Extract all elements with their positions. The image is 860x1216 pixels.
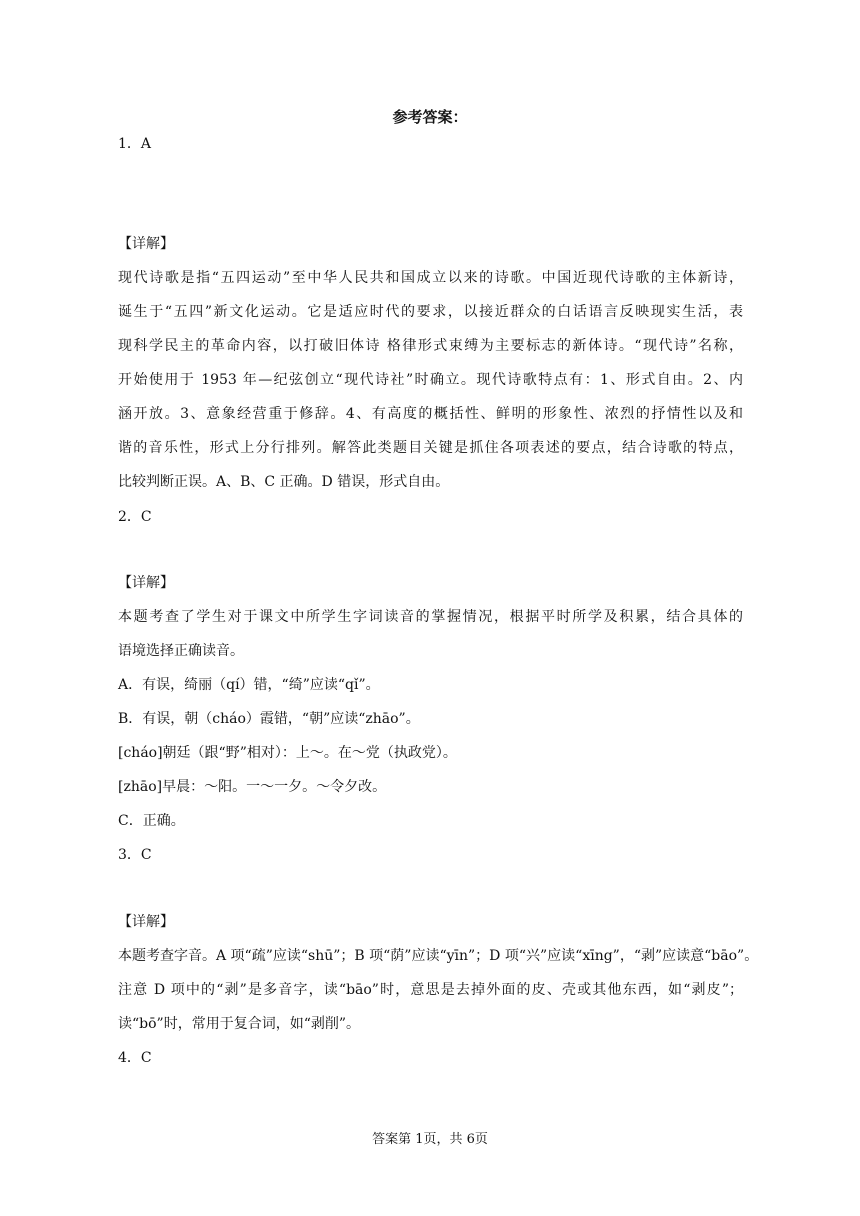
q1-line-3: 现科学民主的革命内容，以打破旧体诗 格律形式束缚为主要标志的新体诗。“现代诗”名称， <box>118 338 743 354</box>
q3-line-2: 注意 D 项中的“剥”是多音字，读“bāo”时，意思是去掉外面的皮、壳或其他东西，如“剥皮”； <box>118 982 743 998</box>
answer-2: 2．C <box>118 509 152 525</box>
q1-line-1: 现代诗歌是指“五四运动”至中华人民共和国成立以来的诗歌。中国近现代诗歌的主体新诗， <box>118 270 743 286</box>
q1-line-5: 涵开放。3、意象经营重于修辞。4、有高度的概括性、鲜明的形象性、浓烈的抒情性以及和 <box>118 406 743 422</box>
answer-3: 3．C <box>118 847 152 863</box>
answer-1: 1．A <box>118 136 152 152</box>
detail-heading-1: 【详解】 <box>118 236 174 252</box>
q1-line-6: 谐的音乐性，形式上分行排列。解答此类题目关键是抓住各项表述的要点，结合诗歌的特点， <box>118 440 743 456</box>
q2-line-7: C．正确。 <box>118 813 185 829</box>
q1-line-7: 比较判断正误。A、B、C 正确。D 错误，形式自由。 <box>118 474 450 490</box>
q2-line-4: B．有误，朝（cháo）霞错，“朝”应读“zhāo”。 <box>118 711 420 727</box>
detail-heading-3: 【详解】 <box>118 914 174 930</box>
q2-line-6: [zhāo]早晨：～阳。一～一夕。～令夕改。 <box>118 779 387 795</box>
q1-line-4: 开始使用于 1953 年—纪弦创立“现代诗社”时确立。现代诗歌特点有：1、形式自由。2、内 <box>118 372 743 388</box>
q1-line-2: 诞生于“五四”新文化运动。它是适应时代的要求，以接近群众的白话语言反映现实生活，表 <box>118 304 743 320</box>
page-footer: 答案第 1页，共 6页 <box>372 1132 488 1147</box>
q2-line-2: 语境选择正确读音。 <box>118 643 244 659</box>
q3-line-1: 本题考查字音。A 项“疏”应读“shū”；B 项“荫”应读“yīn”；D 项“兴”应读“xīng”，“剥”应读意“bāo”。 <box>118 948 759 964</box>
q2-line-1: 本题考查了学生对于课文中所学生字词读音的掌握情况，根据平时所学及积累，结合具体的 <box>118 609 743 625</box>
q2-line-5: [cháo]朝廷（跟“野”相对）：上～。在～党（执政党）。 <box>118 745 457 761</box>
q2-line-3: A．有误，绮丽（qí）错，“绮”应读“qǐ”。 <box>118 677 380 693</box>
q3-line-3: 读“bō”时，常用于复合词，如“剥削”。 <box>118 1016 361 1032</box>
answer-4: 4．C <box>118 1050 152 1066</box>
page-title: 参考答案： <box>392 108 468 126</box>
detail-heading-2: 【详解】 <box>118 575 174 591</box>
